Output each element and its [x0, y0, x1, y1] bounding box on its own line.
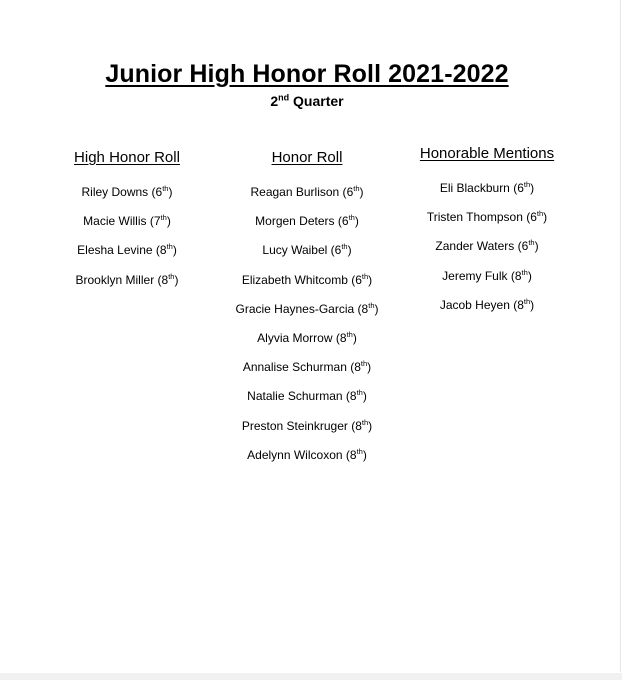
- list-item: Jeremy Fulk (8th): [442, 267, 532, 283]
- student-name: Morgen Deters: [255, 214, 335, 229]
- page-bottom-edge: [0, 673, 622, 680]
- grade-suffix: th: [356, 388, 363, 398]
- grade-suffix: th: [360, 359, 368, 369]
- document-title: Junior High Honor Roll 2021-2022: [105, 60, 509, 88]
- list-item: Elesha Levine (8th): [77, 242, 177, 258]
- student-grade: 8: [517, 297, 524, 312]
- student-name: Alyvia Morrow: [257, 330, 333, 345]
- grade-suffix: th: [162, 184, 169, 193]
- student-grade: 8: [349, 389, 357, 404]
- column-honorable-mentions: [400, 144, 574, 326]
- student-name: Adelynn Wilcoxon: [247, 447, 343, 462]
- grade-suffix: th: [160, 213, 167, 223]
- student-name: Jeremy Fulk: [442, 268, 508, 283]
- column-heading: Honorable Mentions: [419, 145, 555, 162]
- list-item: Morgen Deters (6th): [255, 213, 359, 229]
- student-grade: 8: [361, 301, 369, 316]
- grade-suffix: th: [523, 180, 531, 189]
- column-heading: Honor Roll: [271, 149, 343, 166]
- list-item: Lucy Waibel (6th): [262, 242, 352, 258]
- grade-suffix: th: [356, 446, 363, 456]
- student-name: Natalie Schurman: [247, 389, 343, 404]
- student-grade: 6: [346, 185, 354, 199]
- student-name: Gracie Haynes-Garcia: [235, 301, 355, 316]
- student-name: Lucy Waibel: [262, 243, 328, 258]
- grade-suffix: th: [536, 209, 544, 219]
- grade-suffix: th: [361, 271, 369, 281]
- student-name: Brooklyn Miller: [75, 272, 155, 287]
- list-item: Annalise Schurman (8th): [242, 359, 372, 375]
- list-item: Macie Willis (7th): [83, 213, 171, 229]
- grade-suffix: th: [523, 296, 531, 306]
- list-item: Gracie Haynes-Garcia (8th): [235, 300, 379, 316]
- student-name: Preston Steinkruger: [241, 418, 348, 433]
- list-item: Brooklyn Miller (8th): [75, 271, 179, 287]
- grade-suffix: th: [166, 242, 173, 252]
- student-name: Eli Blackburn: [439, 181, 510, 195]
- student-grade: 6: [155, 185, 163, 199]
- column-high-honor-roll: [47, 148, 207, 301]
- student-grade: 8: [159, 243, 167, 258]
- student-grade: 8: [349, 447, 357, 462]
- grade-suffix: th: [346, 329, 353, 339]
- student-name: Riley Downs: [81, 185, 149, 199]
- student-grade: 6: [355, 272, 362, 287]
- list-item: Alyvia Morrow (8th): [257, 329, 357, 345]
- list-item: Eli Blackburn (6th): [439, 180, 535, 195]
- student-grade: 6: [521, 239, 529, 254]
- list-item: Jacob Heyen (8th): [439, 296, 535, 312]
- student-name: Tristen Thompson: [426, 210, 523, 225]
- list-item: Preston Steinkruger (8th): [241, 417, 373, 433]
- student-name: Jacob Heyen: [439, 297, 510, 312]
- list-item: Adelynn Wilcoxon (8th): [247, 446, 367, 462]
- student-name: Reagan Burlison: [250, 185, 340, 199]
- student-name: Elesha Levine: [77, 243, 153, 258]
- grade-suffix: th: [168, 271, 175, 281]
- student-name: Elizabeth Whitcomb: [241, 272, 348, 287]
- grade-suffix: th: [361, 417, 369, 427]
- student-grade: 8: [354, 360, 361, 375]
- student-grade: 8: [355, 418, 362, 433]
- list-item: Reagan Burlison (6th): [250, 184, 364, 199]
- student-name: Annalise Schurman: [242, 360, 347, 375]
- subtitle-suffix: nd: [278, 92, 290, 103]
- list-item: Tristen Thompson (6th): [426, 209, 548, 225]
- list-item: Riley Downs (6th): [81, 184, 173, 199]
- grade-suffix: th: [528, 238, 535, 248]
- student-grade: 8: [161, 272, 169, 287]
- grade-suffix: th: [348, 213, 355, 223]
- student-grade: 6: [334, 243, 342, 258]
- student-grade: 6: [517, 181, 524, 195]
- grade-suffix: th: [368, 300, 375, 310]
- column-honor-roll: [217, 148, 397, 476]
- list-item: Natalie Schurman (8th): [247, 388, 367, 404]
- grade-suffix: th: [353, 184, 360, 193]
- grade-suffix: th: [521, 267, 528, 277]
- subtitle-word: Quarter: [293, 93, 344, 109]
- subtitle-number: 2: [270, 93, 279, 109]
- list-item: Zander Waters (6th): [435, 238, 539, 254]
- student-grade: 7: [153, 214, 161, 229]
- document-subtitle: [0, 93, 614, 109]
- list-item: Elizabeth Whitcomb (6th): [241, 271, 373, 287]
- grade-suffix: th: [341, 242, 348, 252]
- student-name: Macie Willis: [83, 214, 147, 229]
- column-heading: High Honor Roll: [74, 149, 180, 166]
- student-name: Zander Waters: [435, 239, 515, 254]
- student-grade: 6: [341, 214, 349, 229]
- student-grade: 6: [530, 210, 537, 225]
- student-grade: 8: [514, 268, 522, 283]
- student-grade: 8: [339, 330, 347, 345]
